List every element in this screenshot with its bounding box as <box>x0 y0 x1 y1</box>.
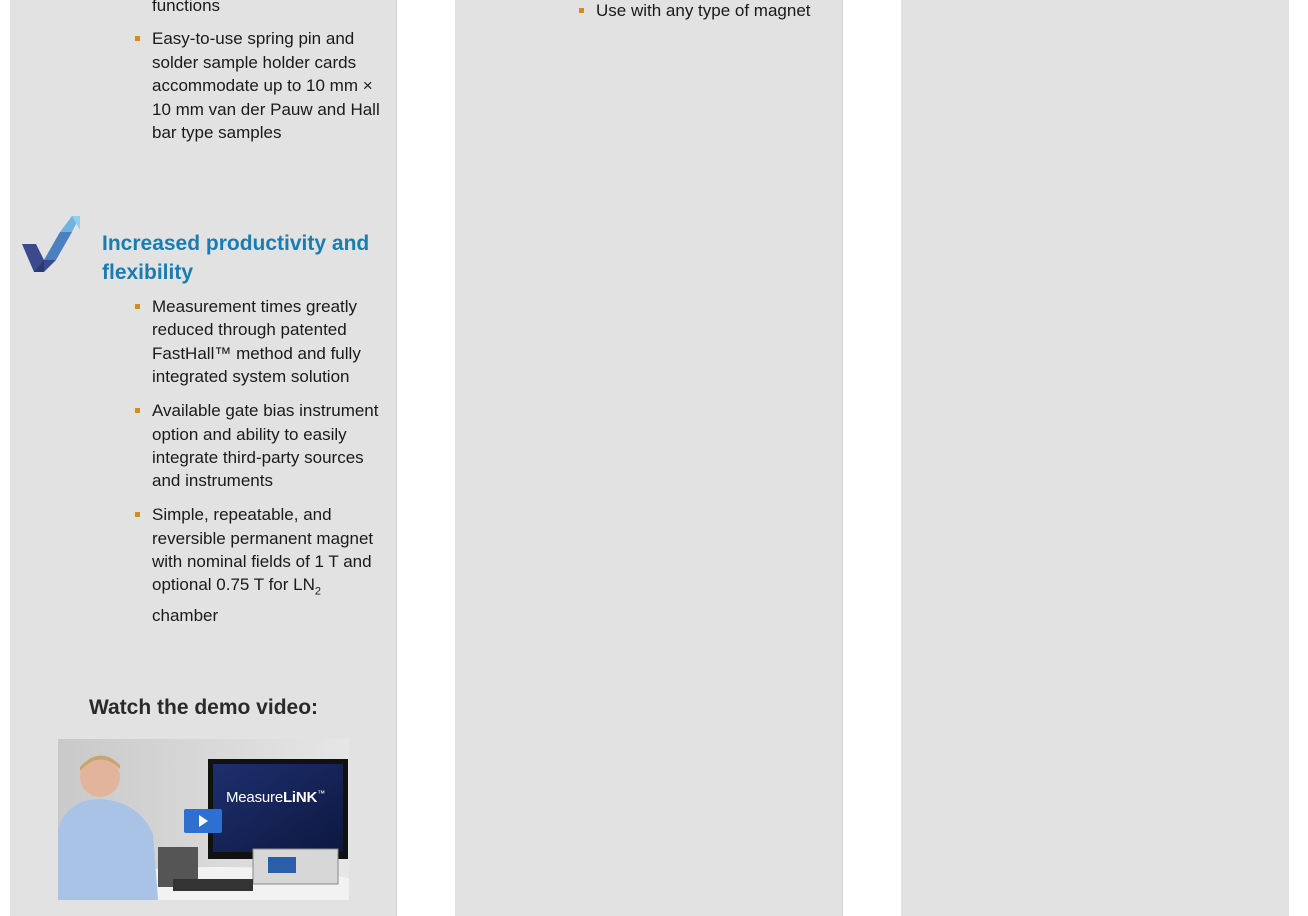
right-feature-column <box>901 0 1289 916</box>
bullet-square-icon <box>135 512 140 517</box>
list-item-text: Use with any type of magnet <box>596 1 811 20</box>
list-item <box>135 503 385 627</box>
middle-feature-column <box>455 0 843 916</box>
demo-video-thumbnail[interactable] <box>58 739 349 900</box>
magnet-feature-list <box>579 0 839 22</box>
section-title: Increased productivity and flexibility <box>102 232 370 284</box>
list-item <box>135 295 385 389</box>
left-feature-column <box>10 0 397 916</box>
bullet-square-icon <box>135 304 140 309</box>
list-item-text: Measurement times greatly reduced through patented FastHall™ method and fully integrated system solution <box>152 297 361 387</box>
list-item <box>135 27 385 144</box>
list-item-text: Easy-to-use spring pin and solder sample holder cards accommodate up to 10 mm × 10 mm van der Pauw and Hall bar type samples <box>152 29 380 143</box>
play-icon[interactable] <box>184 809 222 833</box>
bullet-square-icon <box>579 8 584 13</box>
checkmark-icon <box>22 216 80 274</box>
list-item-suffix: chamber <box>152 606 219 626</box>
list-item-text: Simple, repeatable, and reversible permanent magnet with nominal fields of 1 T and optional 0.75 T for LN <box>152 505 374 595</box>
feature-list-top <box>135 0 385 155</box>
measurelink-logo: MeasureLiNK™ <box>226 789 325 806</box>
bullet-square-icon <box>135 36 140 41</box>
list-item <box>135 399 385 493</box>
demo-video-heading: Watch the demo video: <box>88 696 319 719</box>
list-item <box>579 0 839 22</box>
bullet-square-icon <box>135 408 140 413</box>
list-item <box>135 0 385 17</box>
list-item-text: Available gate bias instrument option and ability to easily integrate third-party sources and instruments <box>152 401 379 491</box>
list-item-text: functions <box>152 0 221 15</box>
subscript-text: 2 <box>314 585 321 598</box>
productivity-feature-list <box>135 295 385 638</box>
